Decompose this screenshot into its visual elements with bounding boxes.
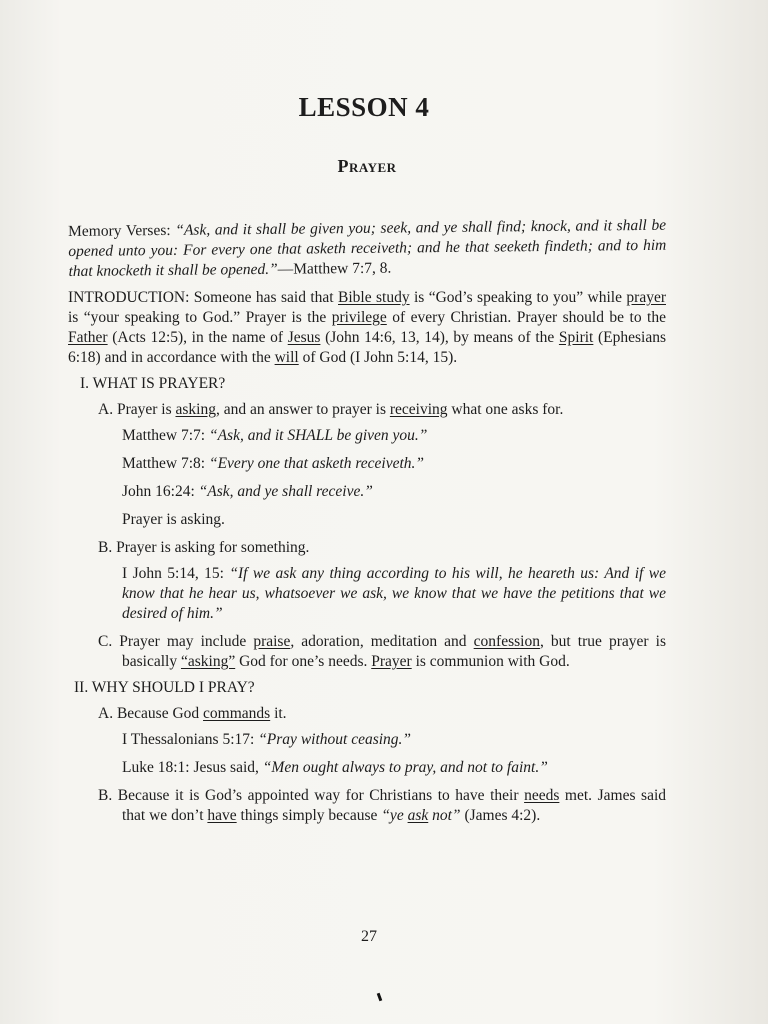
quote-text: “Ask, and ye shall receive.” bbox=[198, 483, 373, 500]
point-text: things simply because bbox=[236, 807, 382, 824]
point-text: , but true prayer is basically bbox=[122, 633, 666, 670]
quote-text: “Pray without ceasing.” bbox=[258, 731, 412, 748]
point-underline: praise bbox=[253, 633, 291, 650]
intro-underline: privilege bbox=[331, 309, 387, 326]
section-heading-what-is-prayer: I. WHAT IS PRAYER? bbox=[80, 375, 226, 392]
point-italic-underline: ask bbox=[407, 807, 429, 824]
memory-quote: “Ask, and it shall be given you; seek, and ye shall find; knock, and it shall be opened unto you: For every one that asketh receiveth; and he that seeketh findeth; and to him that knocketh it shall be opened.” bbox=[68, 216, 667, 280]
scripture-quote bbox=[122, 426, 666, 446]
point-underline: Prayer bbox=[371, 653, 412, 670]
intro-underline: Bible study bbox=[338, 289, 410, 306]
point-text: is communion with God. bbox=[411, 653, 570, 670]
intro-underline: Spirit bbox=[558, 329, 594, 346]
memory-verses bbox=[68, 216, 667, 282]
memory-reference: —Matthew 7:7, 8. bbox=[277, 259, 392, 278]
scripture-quote bbox=[122, 564, 666, 624]
intro-underline: Father bbox=[68, 329, 108, 346]
intro-text: is “your speaking to God.” Prayer is the bbox=[68, 309, 332, 326]
quote-reference: Matthew 7:8: bbox=[122, 455, 209, 472]
point-underline: “asking” bbox=[180, 653, 236, 670]
point-underline: asking bbox=[175, 401, 216, 418]
point-underline: receiving bbox=[389, 401, 448, 418]
point-text: , adoration, meditation and bbox=[290, 633, 474, 650]
lesson-title: LESSON 4 bbox=[298, 92, 430, 122]
point-text: God for one’s needs. bbox=[235, 653, 372, 670]
quote-reference: Matthew 7:7: bbox=[122, 427, 209, 444]
quote-text: “Men ought always to pray, and not to faint.” bbox=[262, 759, 548, 776]
scripture-quote bbox=[122, 758, 666, 778]
lesson-subtitle: Prayer bbox=[337, 156, 397, 176]
scripture-quote bbox=[122, 482, 666, 502]
scripture-quote bbox=[122, 454, 666, 474]
point-text: A. Prayer is bbox=[98, 401, 176, 418]
point-italic: not” bbox=[428, 807, 461, 824]
scripture-quote bbox=[122, 730, 666, 750]
point-1c bbox=[98, 632, 666, 672]
lesson-body bbox=[68, 216, 667, 832]
point-italic: “ye bbox=[381, 807, 408, 824]
intro-underline: prayer bbox=[626, 289, 666, 306]
point-text: B. Because it is God’s appointed way for Christians to have their bbox=[98, 787, 525, 804]
point-underline: needs bbox=[524, 787, 560, 804]
intro-underline: Jesus bbox=[287, 329, 321, 346]
intro-text: (Acts 12:5), in the name of bbox=[107, 329, 288, 346]
point-underline: confession bbox=[473, 633, 540, 650]
point-underline: have bbox=[207, 807, 237, 824]
point-text: C. Prayer may include bbox=[98, 633, 254, 650]
quote-text: “Every one that asketh receiveth.” bbox=[208, 455, 425, 472]
quote-text: “Ask, and it SHALL be given you.” bbox=[208, 427, 428, 444]
intro-underline: will bbox=[274, 349, 299, 366]
point-2b bbox=[98, 786, 666, 826]
point-text: (James 4:2). bbox=[460, 807, 541, 824]
point-text: met. James said that we don’t bbox=[122, 787, 666, 824]
point-1a bbox=[98, 400, 666, 420]
point-text: , and an answer to prayer is bbox=[215, 401, 390, 418]
point-2a bbox=[98, 704, 666, 724]
quote-text: “If we ask any thing according to his will, he heareth us: And if we know that he hear us, whatsoever we ask, we know that we have the petitions that we desired of him.” bbox=[122, 565, 666, 622]
quote-reference: I John 5:14, 15: bbox=[122, 565, 230, 582]
introduction bbox=[68, 288, 666, 368]
point-text: it. bbox=[270, 705, 287, 722]
point-underline: commands bbox=[203, 705, 271, 722]
page-number: 27 bbox=[361, 928, 377, 945]
ink-mark bbox=[377, 993, 383, 1002]
intro-text: is “God’s speaking to you” while bbox=[409, 289, 627, 306]
point-summary: Prayer is asking. bbox=[122, 511, 225, 528]
quote-reference: Luke 18:1: Jesus said, bbox=[122, 759, 263, 776]
point-text: what one asks for. bbox=[447, 401, 564, 418]
intro-text: (Ephesians 6:18) and in accordance with the bbox=[68, 329, 667, 366]
intro-text: INTRODUCTION: Someone has said that bbox=[68, 289, 338, 306]
intro-text: (John 14:6, 13, 14), by means of the bbox=[320, 329, 559, 346]
memory-label: Memory Verses: bbox=[68, 221, 176, 240]
point-1b: B. Prayer is asking for something. bbox=[98, 539, 310, 556]
quote-reference: John 16:24: bbox=[122, 483, 199, 500]
section-heading-why-should-i-pray: II. WHY SHOULD I PRAY? bbox=[74, 679, 255, 696]
quote-reference: I Thessalonians 5:17: bbox=[122, 731, 259, 748]
intro-text: of every Christian. Prayer should be to the bbox=[386, 309, 666, 326]
intro-text: of God (I John 5:14, 15). bbox=[298, 349, 458, 366]
point-text: A. Because God bbox=[98, 705, 204, 722]
